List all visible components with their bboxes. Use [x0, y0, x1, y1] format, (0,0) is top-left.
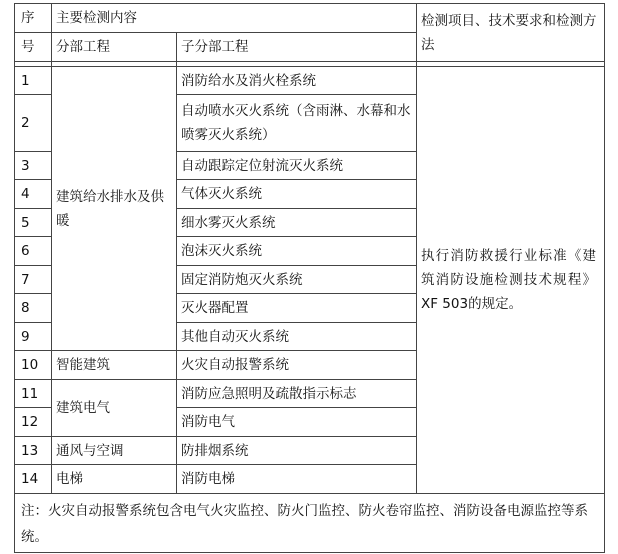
division-cell: 智能建筑 — [52, 351, 177, 380]
main-content-header: 主要检测内容 — [52, 4, 417, 33]
inspection-table — [14, 3, 605, 553]
col-no-header-bottom: 号 — [15, 33, 52, 62]
row-number: 5 — [15, 209, 52, 237]
subdivision-cell: 自动跟踪定位射流灭火系统 — [177, 152, 417, 180]
row-number: 4 — [15, 180, 52, 209]
note-row — [15, 494, 605, 553]
division-cell: 电梯 — [52, 465, 177, 494]
table-note: 注：火灾自动报警系统包含电气火灾监控、防火门监控、防火卷帘监控、消防设备电源监控等系统。 — [15, 494, 605, 553]
subdivision-header: 子分部工程 — [177, 33, 417, 62]
subdivision-cell: 消防电气 — [177, 408, 417, 437]
row-number: 11 — [15, 380, 52, 408]
division-cell: 建筑电气 — [52, 380, 177, 437]
row-number: 13 — [15, 437, 52, 465]
subdivision-cell: 固定消防炮灭火系统 — [177, 266, 417, 294]
subdivision-cell: 防排烟系统 — [177, 437, 417, 465]
method-header: 检测项目、技术要求和检测方法 — [417, 4, 605, 62]
subdivision-cell: 泡沫灭火系统 — [177, 237, 417, 266]
subdivision-cell: 消防应急照明及疏散指示标志 — [177, 380, 417, 408]
subdivision-cell: 自动喷水灭火系统（含雨淋、水幕和水喷雾灭火系统） — [177, 95, 417, 152]
subdivision-cell: 火灾自动报警系统 — [177, 351, 417, 380]
subdivision-cell: 消防给水及消火栓系统 — [177, 67, 417, 95]
subdivision-cell: 灭火器配置 — [177, 294, 417, 323]
subdivision-cell: 细水雾灭火系统 — [177, 209, 417, 237]
division-cell: 通风与空调 — [52, 437, 177, 465]
row-number: 12 — [15, 408, 52, 437]
division-cell: 建筑给水排水及供暖 — [52, 67, 177, 351]
subdivision-cell: 消防电梯 — [177, 465, 417, 494]
row-number: 10 — [15, 351, 52, 380]
row-number: 1 — [15, 67, 52, 95]
header-row-1 — [15, 4, 605, 33]
row-number: 2 — [15, 95, 52, 152]
row-number: 14 — [15, 465, 52, 494]
subdivision-cell: 其他自动灭火系统 — [177, 323, 417, 351]
col-no-header-top: 序 — [15, 4, 52, 33]
row-number: 6 — [15, 237, 52, 266]
row-number: 9 — [15, 323, 52, 351]
method-cell: 执行消防救援行业标准《建筑消防设施检测技术规程》 XF 503的规定。 — [417, 67, 605, 494]
subdivision-cell: 气体灭火系统 — [177, 180, 417, 209]
table-row — [15, 67, 605, 95]
row-number: 7 — [15, 266, 52, 294]
row-number: 3 — [15, 152, 52, 180]
row-number: 8 — [15, 294, 52, 323]
division-header: 分部工程 — [52, 33, 177, 62]
